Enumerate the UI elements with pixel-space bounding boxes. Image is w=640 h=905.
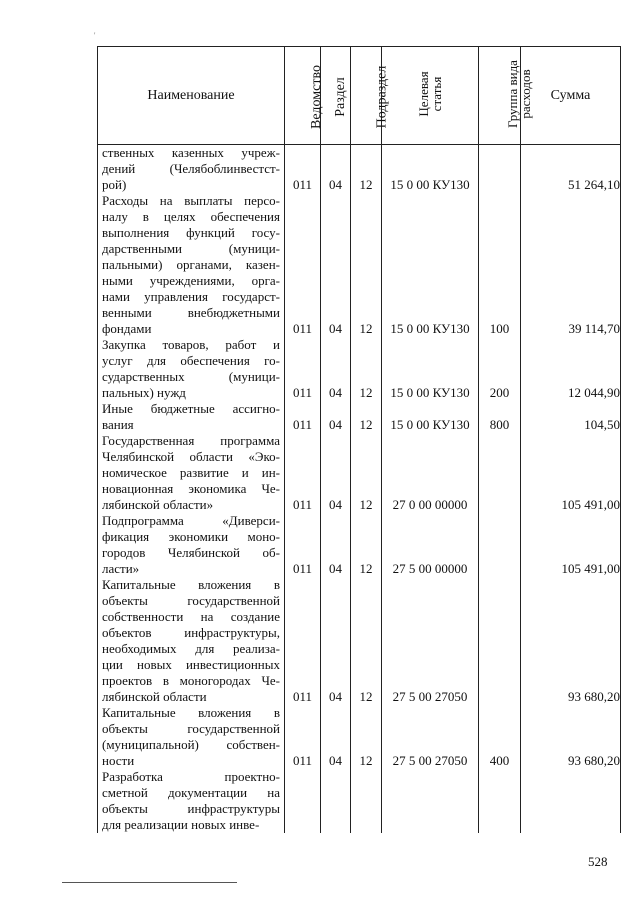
row-name-line: для реализации новых инве- <box>102 817 260 832</box>
table-row <box>98 145 621 194</box>
page-number: 528 <box>588 854 608 869</box>
row-name <box>98 705 285 769</box>
budget-table <box>97 46 621 833</box>
row-name-line: фондами <box>102 321 152 336</box>
header-vedomstvo-cell <box>285 47 324 145</box>
row-name-line: ными учреждениями, орга- <box>102 273 280 288</box>
row-celevaya: 15 0 00 КУ130 <box>382 193 479 337</box>
row-name-line: городов Челябинской об- <box>102 545 280 560</box>
row-podrazdel: 12 <box>351 513 382 577</box>
row-summa: 93 680,20 <box>521 577 621 705</box>
row-celevaya: 27 0 00 00000 <box>382 433 479 513</box>
row-gruppa <box>479 769 521 833</box>
row-gruppa: 800 <box>479 401 521 433</box>
row-gruppa: 400 <box>479 705 521 769</box>
row-razdel <box>321 769 351 833</box>
row-razdel: 04 <box>321 705 351 769</box>
row-name-line: лябинской области» <box>102 497 214 512</box>
header-celevaya-cell <box>382 47 479 145</box>
row-razdel: 04 <box>321 337 351 401</box>
table-row <box>98 337 621 401</box>
header-vedomstvo: Ведомство <box>308 64 324 129</box>
table-row <box>98 433 621 513</box>
row-name-line: Подпрограмма «Диверси- <box>102 513 280 528</box>
header-name: Наименование <box>98 47 285 145</box>
table-header-row <box>98 47 621 145</box>
row-name-line: ности <box>102 753 135 768</box>
row-vedomstvo: 011 <box>285 513 321 577</box>
row-vedomstvo: 011 <box>285 433 321 513</box>
row-name-line: Закупка товаров, работ и <box>102 337 280 352</box>
row-razdel: 04 <box>321 433 351 513</box>
row-name-line: номическое развитие и ин- <box>102 465 280 480</box>
row-name <box>98 433 285 513</box>
table-row <box>98 401 621 433</box>
header-gruppa-cell <box>479 47 533 145</box>
table-row <box>98 193 621 337</box>
row-name-line: венными внебюджетными <box>102 305 280 320</box>
row-vedomstvo: 011 <box>285 145 321 194</box>
row-celevaya <box>382 769 479 833</box>
row-podrazdel: 12 <box>351 337 382 401</box>
header-gruppa: Группа вида расходов <box>505 60 533 128</box>
row-gruppa <box>479 513 521 577</box>
header-razdel: Раздел <box>332 76 348 117</box>
header-podrazdel-cell <box>351 47 390 145</box>
row-summa: 105 491,00 <box>521 513 621 577</box>
row-celevaya: 15 0 00 КУ130 <box>382 145 479 194</box>
row-gruppa <box>479 145 521 194</box>
row-name-line: налу в целях обеспечения <box>102 209 280 224</box>
row-razdel: 04 <box>321 401 351 433</box>
table-row <box>98 577 621 705</box>
row-name-line: объекты государственной <box>102 721 280 736</box>
row-podrazdel: 12 <box>351 401 382 433</box>
row-vedomstvo <box>285 769 321 833</box>
row-name-line: нами управления государст- <box>102 289 280 304</box>
row-name-line: объектов инфраструктуры, <box>102 625 280 640</box>
row-name-line: Государственная программа <box>102 433 280 448</box>
row-vedomstvo: 011 <box>285 193 321 337</box>
scan-mark: ' <box>94 31 96 40</box>
row-vedomstvo: 011 <box>285 577 321 705</box>
row-name-line: пальными) органами, казен- <box>102 257 280 272</box>
row-name-line: Капитальные вложения в <box>102 705 280 720</box>
row-podrazdel: 12 <box>351 705 382 769</box>
row-name-line: лябинской области <box>102 689 207 704</box>
row-name-line: Челябинской области «Эко- <box>102 449 280 464</box>
row-razdel: 04 <box>321 193 351 337</box>
row-vedomstvo: 011 <box>285 705 321 769</box>
row-name <box>98 145 285 194</box>
row-name <box>98 401 285 433</box>
row-name-line: новационная экономика Че- <box>102 481 280 496</box>
row-name-line: необходимых для реализа- <box>102 641 280 656</box>
row-podrazdel <box>351 769 382 833</box>
row-name-line: Расходы на выплаты персо- <box>102 193 280 208</box>
row-summa: 105 491,00 <box>521 433 621 513</box>
row-summa: 39 114,70 <box>521 193 621 337</box>
table-body <box>98 145 621 834</box>
row-celevaya: 15 0 00 КУ130 <box>382 337 479 401</box>
row-name-line: объекты инфраструктуры <box>102 801 280 816</box>
row-name <box>98 513 285 577</box>
row-razdel: 04 <box>321 577 351 705</box>
row-summa <box>521 769 621 833</box>
header-razdel-cell <box>321 47 351 145</box>
row-celevaya: 27 5 00 00000 <box>382 513 479 577</box>
header-podrazdel: Подраздел <box>374 65 390 128</box>
row-summa: 93 680,20 <box>521 705 621 769</box>
row-celevaya: 27 5 00 27050 <box>382 705 479 769</box>
row-name-line: ственных казенных учреж- <box>102 145 280 160</box>
row-name-line: пальных) нужд <box>102 385 186 400</box>
row-name-line: сударственных (муници- <box>102 369 280 384</box>
row-name-line: (муниципальной) собствен- <box>102 737 280 752</box>
row-gruppa: 200 <box>479 337 521 401</box>
row-razdel: 04 <box>321 513 351 577</box>
row-name-line: Разработка проектно- <box>102 769 280 784</box>
row-podrazdel: 12 <box>351 433 382 513</box>
row-name-line: Капитальные вложения в <box>102 577 280 592</box>
footer-divider <box>62 882 237 883</box>
header-summa: Сумма <box>521 47 621 145</box>
row-gruppa: 100 <box>479 193 521 337</box>
row-name-line: Иные бюджетные ассигно- <box>102 401 280 416</box>
row-name-line: сметной документации на <box>102 785 280 800</box>
row-name-line: вания <box>102 417 134 432</box>
row-gruppa <box>479 433 521 513</box>
row-razdel: 04 <box>321 145 351 194</box>
header-celevaya: Целевая статья <box>416 71 444 117</box>
row-podrazdel: 12 <box>351 577 382 705</box>
row-name <box>98 193 285 337</box>
row-summa: 51 264,10 <box>521 145 621 194</box>
row-name-line: дений (Челябоблинвестст- <box>102 161 280 176</box>
row-name <box>98 577 285 705</box>
row-name-line: ласти» <box>102 561 140 576</box>
table-row <box>98 513 621 577</box>
row-name-line: собственности на создание <box>102 609 280 624</box>
row-celevaya: 15 0 00 КУ130 <box>382 401 479 433</box>
row-name-line: объекты государственной <box>102 593 280 608</box>
row-summa: 104,50 <box>521 401 621 433</box>
row-gruppa <box>479 577 521 705</box>
row-podrazdel: 12 <box>351 193 382 337</box>
row-summa: 12 044,90 <box>521 337 621 401</box>
row-name-line: дарственными (муници- <box>102 241 280 256</box>
row-vedomstvo: 011 <box>285 401 321 433</box>
row-name-line: проектов в моногородах Че- <box>102 673 280 688</box>
row-celevaya: 27 5 00 27050 <box>382 577 479 705</box>
row-name <box>98 337 285 401</box>
table-row <box>98 705 621 769</box>
budget-table-wrapper <box>97 46 620 838</box>
row-name-line: услуг для обеспечения го- <box>102 353 280 368</box>
row-name-line: рой) <box>102 177 127 192</box>
row-podrazdel: 12 <box>351 145 382 194</box>
row-name-line: фикация экономики моно- <box>102 529 280 544</box>
row-name-line: ции новых инвестиционных <box>102 657 280 672</box>
row-vedomstvo: 011 <box>285 337 321 401</box>
row-name <box>98 769 285 833</box>
table-row <box>98 769 621 833</box>
row-name-line: выполнения функций госу- <box>102 225 280 240</box>
